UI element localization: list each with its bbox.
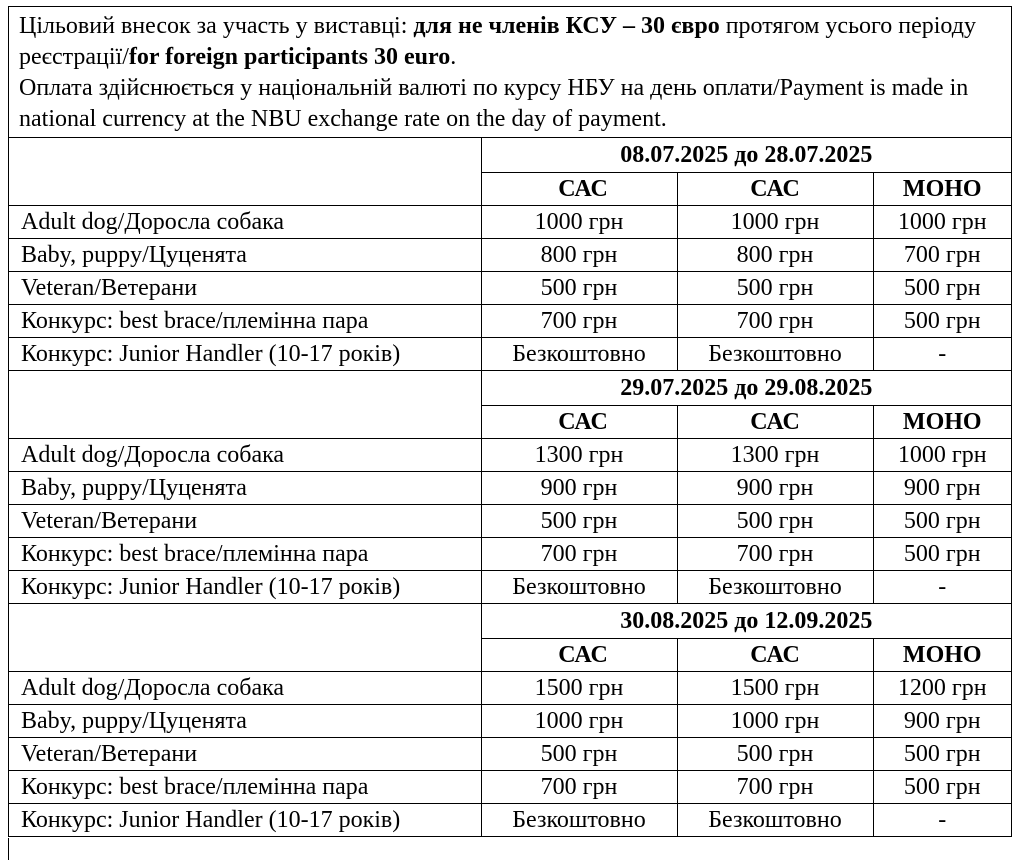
fee-value: 500 грн [873,771,1011,804]
fee-value: 1300 грн [481,439,677,472]
column-header: САС [677,639,873,672]
intro-text: протягом усього періоду реєстрації/ [19,13,976,70]
fee-value: 800 грн [481,239,677,272]
empty-label-cell [9,604,481,672]
fee-value: Безкоштовно [481,804,677,837]
fee-category: Конкурс: best brace/племінна пара [9,538,481,571]
fee-category: Конкурс: Junior Handler (10-17 років) [9,804,481,837]
intro-line-1 [19,11,1001,73]
intro-text: . [450,44,457,70]
fee-category: Конкурс: Junior Handler (10-17 років) [9,571,481,604]
fee-value: 700 грн [677,771,873,804]
fee-category: Baby, puppy/Цуценята [9,239,481,272]
page-edge-line [8,838,9,860]
period-dates: 30.08.2025 до 12.09.2025 [481,604,1011,639]
fee-value: 500 грн [481,272,677,305]
column-header: САС [481,639,677,672]
empty-label-cell [9,371,481,439]
fee-value: 1000 грн [873,206,1011,239]
fee-category: Veteran/Ветерани [9,505,481,538]
fee-value: 700 грн [481,538,677,571]
column-header: САС [481,406,677,439]
fee-value: 900 грн [677,472,873,505]
fee-value: 500 грн [481,505,677,538]
fee-category: Veteran/Ветерани [9,738,481,771]
fee-row [9,771,1011,804]
fee-table [9,138,1011,836]
fee-value: 500 грн [677,505,873,538]
fee-value: 1000 грн [677,705,873,738]
fee-category: Adult dog/Доросла собака [9,206,481,239]
fee-row [9,206,1011,239]
fee-value: 900 грн [873,472,1011,505]
fee-value: 500 грн [677,272,873,305]
period-header-row [9,138,1011,173]
fee-value: 500 грн [873,538,1011,571]
fee-row [9,672,1011,705]
fee-value: 700 грн [677,305,873,338]
column-header: МОНО [873,639,1011,672]
fee-value: 500 грн [873,272,1011,305]
fee-category: Veteran/Ветерани [9,272,481,305]
intro-text: Цільовий внесок за участь у виставці: [19,13,414,39]
fee-row [9,738,1011,771]
fee-value: - [873,338,1011,371]
intro-line-2: Оплата здійснюється у національній валюті по курсу НБУ на день оплати/Payment is made in national currency at the NBU exchange rate on the day of payment. [19,75,969,132]
fee-value: 1500 грн [677,672,873,705]
fee-row [9,505,1011,538]
fee-value: 1200 грн [873,672,1011,705]
period-header-row [9,604,1011,639]
fee-value: 700 грн [481,771,677,804]
intro-bold-foreign-fee: for foreign participants 30 euro [128,44,451,70]
fee-category: Конкурс: best brace/племінна пара [9,305,481,338]
fee-category: Adult dog/Доросла собака [9,439,481,472]
fee-value: 1000 грн [677,206,873,239]
column-header: МОНО [873,173,1011,206]
fee-value: 700 грн [481,305,677,338]
intro-bold-nonmember-fee: для не членів КСУ – 30 євро [413,13,720,39]
fee-value: 700 грн [677,538,873,571]
fee-row [9,705,1011,738]
fee-value: 800 грн [677,239,873,272]
period-header-row [9,371,1011,406]
fee-value: 500 грн [481,738,677,771]
fee-value: 1300 грн [677,439,873,472]
column-header: САС [677,173,873,206]
fee-value: 500 грн [677,738,873,771]
fee-value: 900 грн [873,705,1011,738]
fee-value: 1000 грн [481,206,677,239]
column-header: САС [481,173,677,206]
fee-row [9,439,1011,472]
period-dates: 29.07.2025 до 29.08.2025 [481,371,1011,406]
fee-value: Безкоштовно [677,571,873,604]
fee-category: Adult dog/Доросла собака [9,672,481,705]
column-header: САС [677,406,873,439]
fee-value: 500 грн [873,738,1011,771]
fee-category: Baby, puppy/Цуценята [9,705,481,738]
fee-row [9,571,1011,604]
fee-row [9,305,1011,338]
fee-category: Конкурс: Junior Handler (10-17 років) [9,338,481,371]
fee-intro [9,7,1011,138]
fee-value: - [873,571,1011,604]
fee-value: Безкоштовно [481,338,677,371]
fee-document [8,6,1012,837]
column-header: МОНО [873,406,1011,439]
fee-category: Baby, puppy/Цуценята [9,472,481,505]
fee-row [9,239,1011,272]
fee-value: 1500 грн [481,672,677,705]
fee-row [9,538,1011,571]
fee-category: Конкурс: best brace/племінна пара [9,771,481,804]
fee-value: 1000 грн [481,705,677,738]
fee-row [9,338,1011,371]
fee-value: 900 грн [481,472,677,505]
fee-value: 1000 грн [873,439,1011,472]
fee-value: 700 грн [873,239,1011,272]
fee-value: Безкоштовно [677,804,873,837]
fee-row [9,804,1011,837]
fee-value: Безкоштовно [481,571,677,604]
fee-row [9,472,1011,505]
fee-value: Безкоштовно [677,338,873,371]
fee-value: 500 грн [873,505,1011,538]
period-dates: 08.07.2025 до 28.07.2025 [481,138,1011,173]
fee-row [9,272,1011,305]
fee-value: 500 грн [873,305,1011,338]
fee-value: - [873,804,1011,837]
empty-label-cell [9,138,481,206]
